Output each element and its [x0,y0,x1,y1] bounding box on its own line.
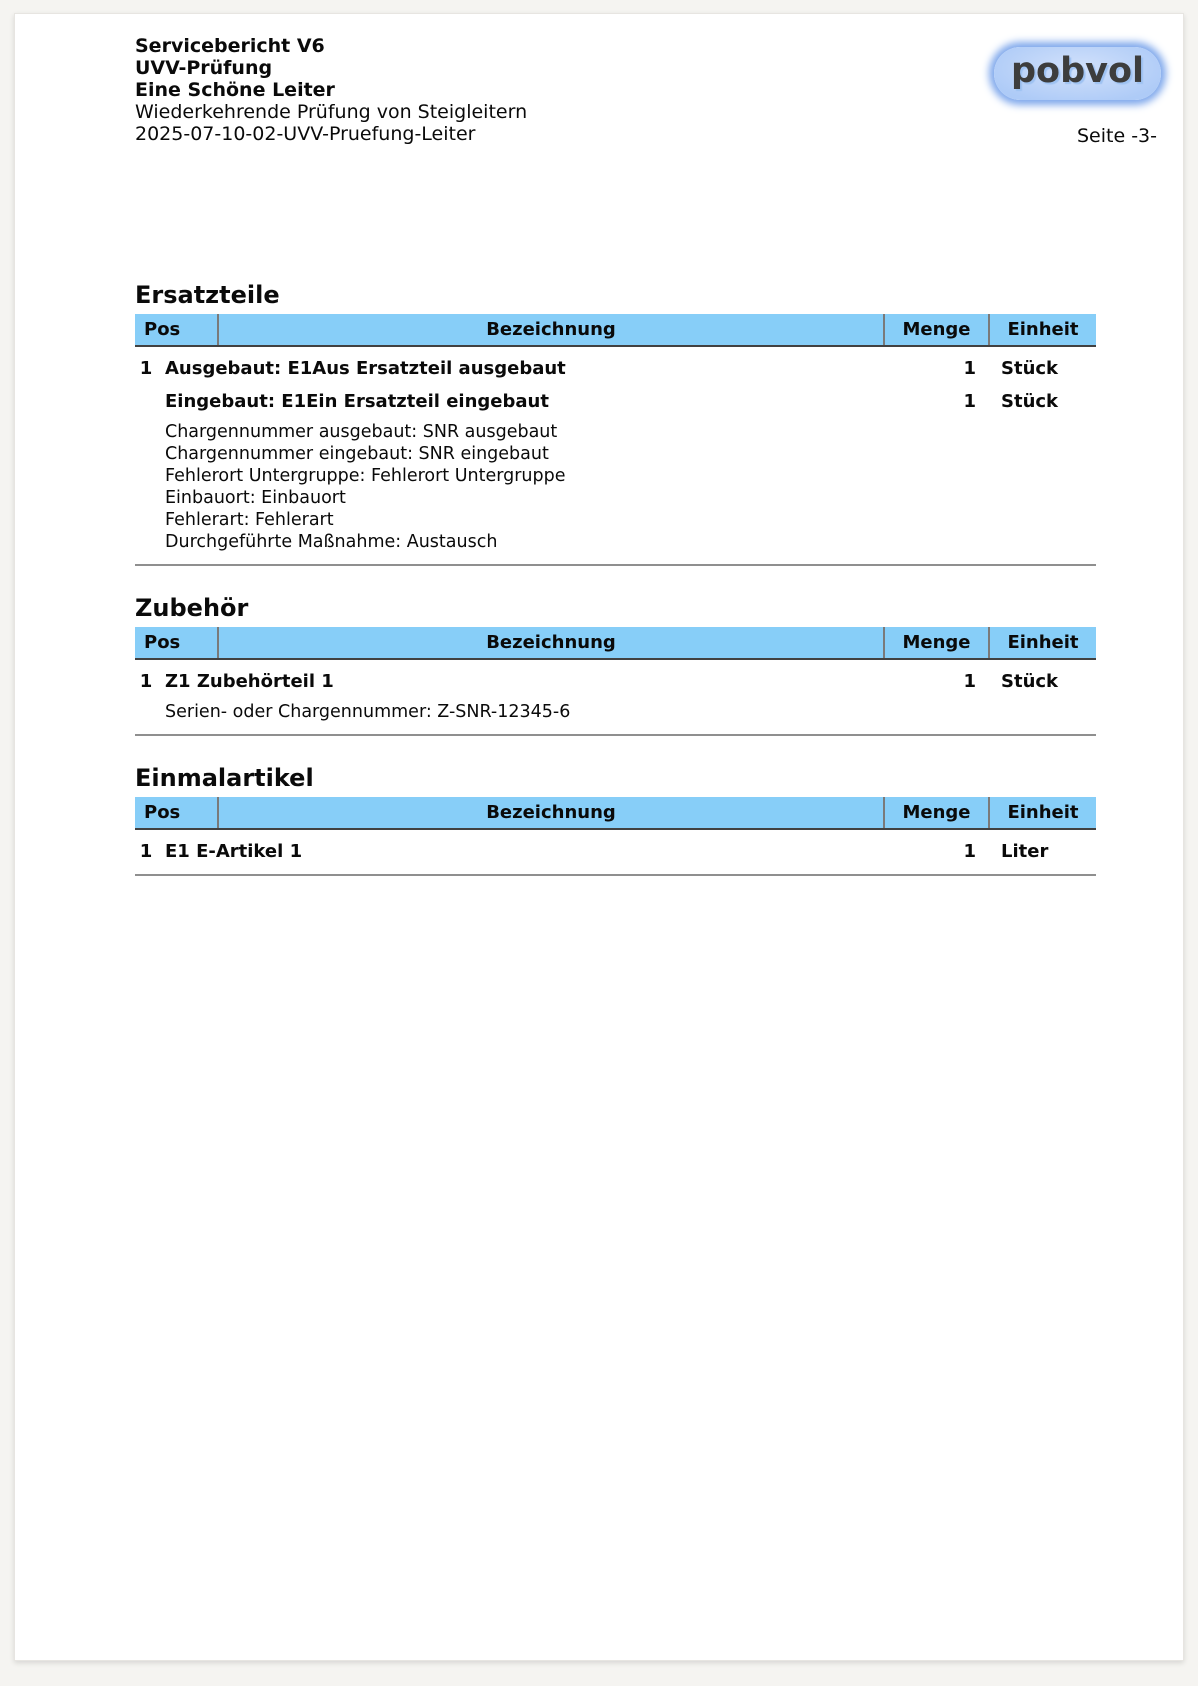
detail-line: Einbauort: Einbauort [165,488,346,508]
detail-line: Fehlerart: Fehlerart [165,510,334,530]
report-title-line: UVV-Prüfung [135,57,273,79]
table-row [135,830,1096,863]
cell-menge: 1 [963,671,976,692]
col-bezeichnung-header: Bezeichnung [217,627,883,658]
cell-pos: 1 [139,671,153,692]
company-logo: pobvol [994,47,1161,100]
cell-menge: 1 [963,391,976,412]
col-einheit-header: Einheit [988,797,1096,828]
cell-bezeichnung: Z1 Zubehörteil 1 [165,671,334,692]
col-einheit-header: Einheit [988,314,1096,345]
col-pos-header: Pos [144,632,181,653]
detail-line: Durchgeführte Maßnahme: Austausch [165,532,498,552]
section-divider [135,874,1096,876]
col-pos-header: Pos [144,319,181,340]
cell-einheit: Stück [1001,358,1059,379]
col-bezeichnung-header: Bezeichnung [217,314,883,345]
col-menge-header: Menge [883,314,988,345]
section-title: Zubehör [135,594,249,622]
cell-bezeichnung: E1 E-Artikel 1 [165,841,303,862]
table-row [135,380,1096,413]
report-title-line: Servicebericht V6 [135,35,325,57]
table-header [135,797,1096,830]
cell-einheit: Stück [1001,671,1059,692]
table-row [135,347,1096,380]
table-header [135,627,1096,660]
col-einheit-header: Einheit [988,627,1096,658]
document-content [15,281,1183,876]
table-row [135,660,1096,693]
document-page [14,13,1184,1661]
section-divider [135,564,1096,566]
page-number: Seite -3- [1076,125,1157,147]
detail-line: Chargennummer ausgebaut: SNR ausgebaut [165,422,558,442]
section-title: Ersatzteile [135,281,280,309]
detail-line: Fehlerort Untergruppe: Fehlerort Untergruppe [165,466,566,486]
section-title: Einmalartikel [135,764,314,792]
col-pos-header: Pos [144,802,181,823]
cell-pos: 1 [139,841,153,862]
table-header [135,314,1096,347]
cell-menge: 1 [963,358,976,379]
section-einmalartikel [135,764,1096,876]
section-ersatzteile [135,281,1096,566]
row-details [165,421,1096,553]
report-title-line: Eine Schöne Leiter [135,79,335,101]
detail-line: Chargennummer eingebaut: SNR eingebaut [165,444,549,464]
cell-menge: 1 [963,841,976,862]
header-right-block [994,47,1161,147]
cell-pos: 1 [139,358,153,379]
col-menge-header: Menge [883,797,988,828]
col-bezeichnung-header: Bezeichnung [217,797,883,828]
section-divider [135,734,1096,736]
report-subtitle-line: Wiederkehrende Prüfung von Steigleitern [135,101,528,123]
col-menge-header: Menge [883,627,988,658]
cell-bezeichnung: Eingebaut: E1Ein Ersatzteil eingebaut [165,391,549,412]
cell-einheit: Stück [1001,391,1059,412]
cell-einheit: Liter [1001,841,1049,862]
cell-bezeichnung: Ausgebaut: E1Aus Ersatzteil ausgebaut [165,358,566,379]
row-details [165,701,1096,723]
report-subtitle-line: 2025-07-10-02-UVV-Pruefung-Leiter [135,123,476,145]
detail-line: Serien- oder Chargennummer: Z-SNR-12345-6 [165,702,571,722]
section-zubehoer [135,594,1096,736]
